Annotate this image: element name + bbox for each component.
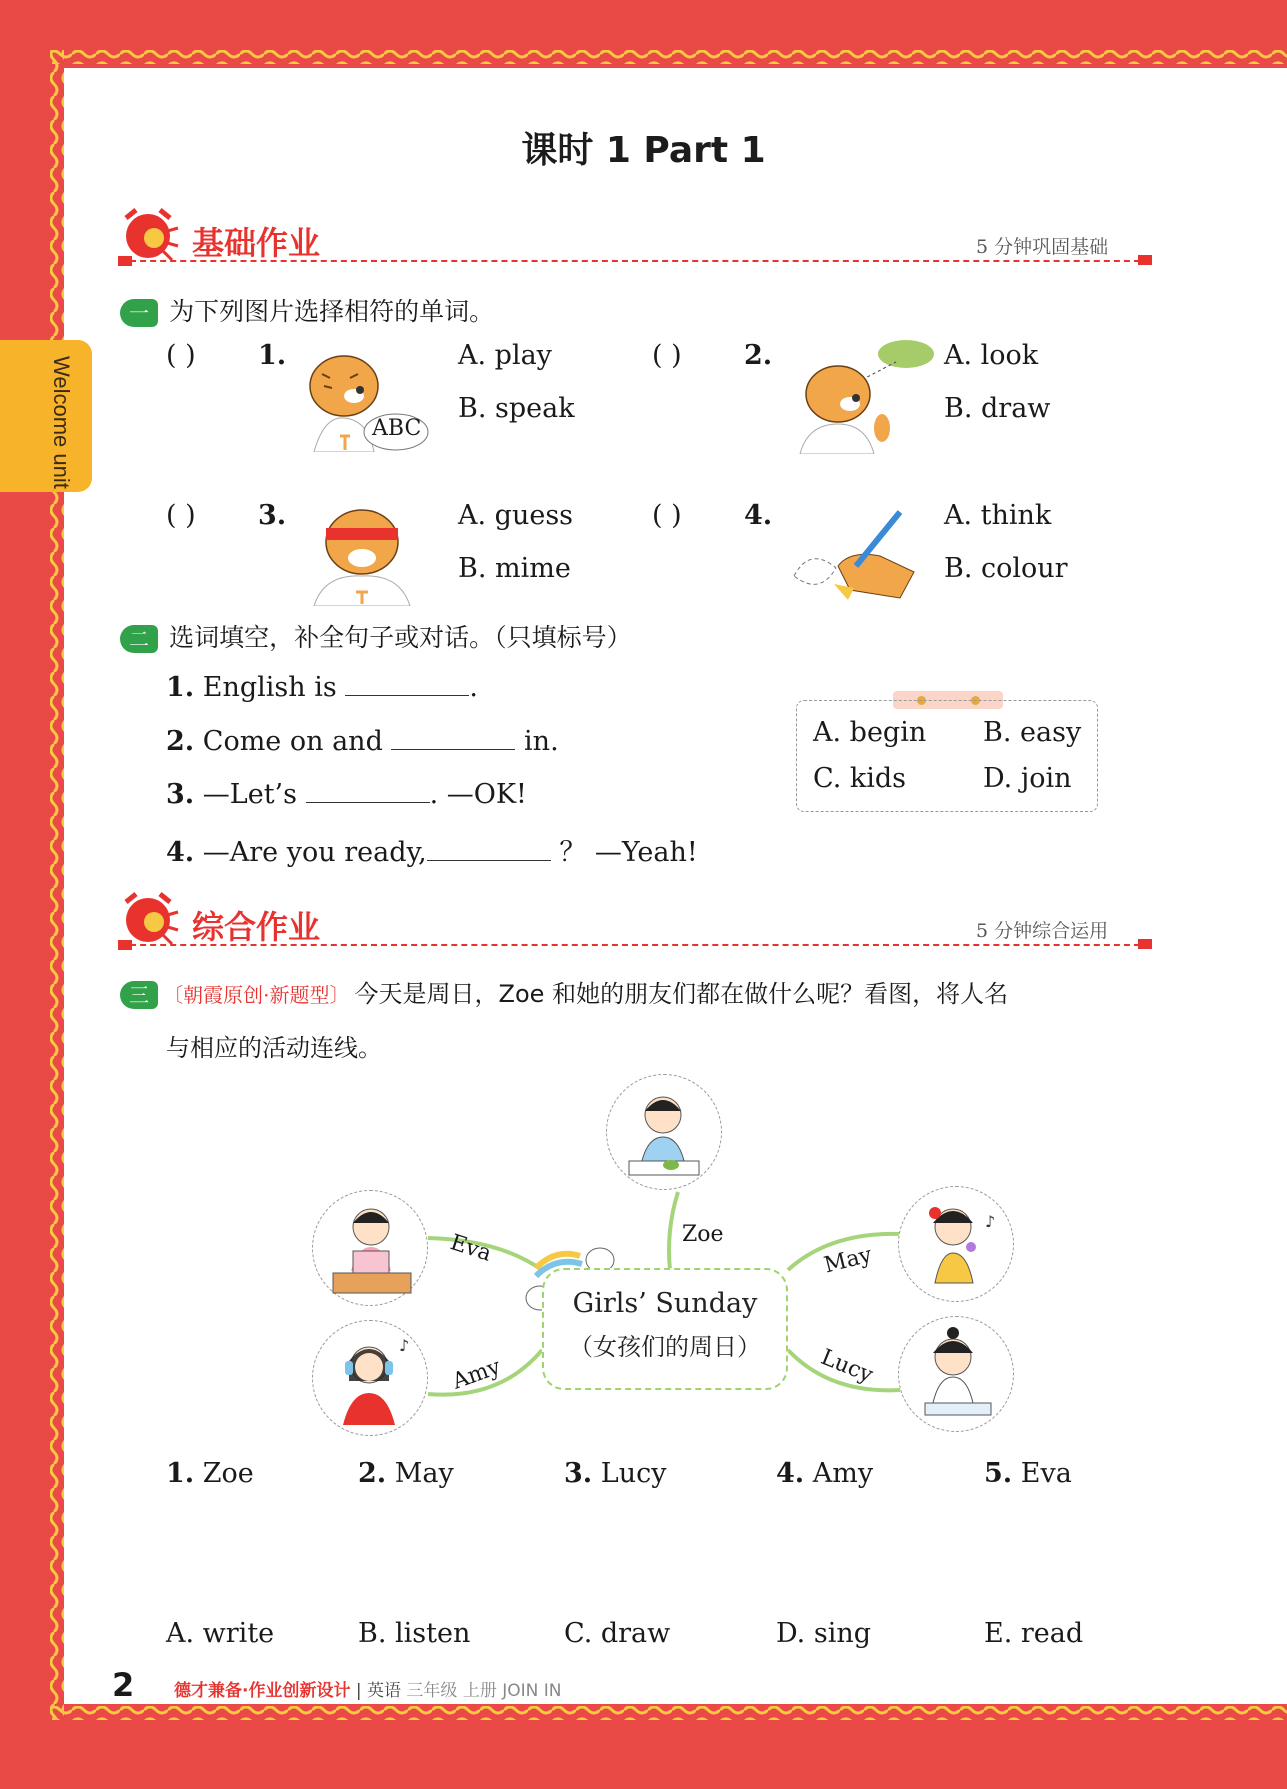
question-number: 4. bbox=[744, 500, 773, 531]
word-option: D. join bbox=[983, 763, 1072, 794]
exercise-1-header bbox=[120, 292, 494, 328]
center-title: Girls’ Sunday bbox=[572, 1288, 758, 1319]
section-comprehensive-heading: 综合作业 bbox=[192, 908, 321, 946]
fill-sentence bbox=[166, 830, 698, 869]
exercise-instruction: 今天是周日，Zoe 和她的朋友们都在做什么呢？看图，将人名 bbox=[354, 980, 1009, 1008]
girl-writing-icon bbox=[899, 1317, 1015, 1433]
center-subtitle: （女孩们的周日） bbox=[569, 1333, 761, 1361]
exercise-tag: 〔朝霞原创·新题型〕 bbox=[163, 983, 350, 1007]
branch-label-eva: Eva bbox=[447, 1230, 495, 1267]
match-activity[interactable]: C. draw bbox=[564, 1618, 671, 1649]
question-number: 2. bbox=[744, 340, 773, 371]
section-basic-heading: 基础作业 bbox=[192, 224, 321, 262]
answer-blank[interactable] bbox=[427, 835, 551, 861]
divider-end-marker bbox=[1138, 255, 1152, 265]
fill-sentence bbox=[166, 724, 559, 757]
sentence-text: in. bbox=[524, 726, 559, 757]
footer-volume: 上册 bbox=[462, 1681, 497, 1701]
footer-edition: JOIN IN bbox=[502, 1681, 562, 1701]
girl-singing-icon bbox=[899, 1187, 1015, 1303]
sentence-text: . —OK! bbox=[429, 779, 527, 810]
svg-text:♪: ♪ bbox=[399, 1336, 410, 1355]
match-name[interactable]: 1. Zoe bbox=[166, 1458, 254, 1489]
exercise-instruction: 为下列图片选择相符的单词。 bbox=[169, 297, 495, 326]
exercise-number-badge: 一 bbox=[120, 299, 158, 327]
answer-blank[interactable] bbox=[391, 724, 515, 750]
sentence-text: Come on and bbox=[202, 726, 383, 757]
girl-drawing-icon bbox=[607, 1075, 723, 1191]
sentence-number: 1. bbox=[166, 672, 195, 703]
divider-end-marker bbox=[118, 256, 132, 266]
option-a: A. guess bbox=[458, 500, 574, 531]
exercise-number-badge: 三 bbox=[120, 981, 158, 1009]
speech-bubble-text: ABC bbox=[372, 416, 422, 441]
footer-grade: 三年级 bbox=[406, 1681, 458, 1701]
match-name[interactable]: 2. May bbox=[358, 1458, 454, 1489]
girl-reading-icon bbox=[313, 1191, 429, 1307]
sentence-text: English is bbox=[202, 672, 337, 703]
unit-side-tab-label: Welcome unit bbox=[49, 356, 74, 489]
exercise-3-header bbox=[120, 974, 1008, 1009]
sentence-text: ？ —Yeah! bbox=[559, 837, 698, 868]
paw-colouring-picture bbox=[790, 506, 920, 608]
tiger-looking-picture bbox=[786, 336, 936, 454]
word-option: C. kids bbox=[813, 763, 906, 794]
lucy-writing-picture bbox=[898, 1316, 1014, 1432]
footer-book-info: 德才兼备·作业创新设计 | 英语 三年级 上册 JOIN IN bbox=[174, 1681, 562, 1701]
sentence-number: 4. bbox=[166, 837, 195, 868]
option-b: B. mime bbox=[458, 553, 571, 584]
word-option: A. begin bbox=[813, 717, 927, 748]
footer-book-title: 德才兼备·作业创新设计 bbox=[174, 1681, 351, 1701]
match-activity[interactable]: D. sing bbox=[776, 1618, 872, 1649]
exercise-instruction: 选词填空，补全句子或对话。（只填标号） bbox=[169, 623, 632, 652]
girl-listening-icon bbox=[313, 1321, 429, 1437]
sentence-number: 3. bbox=[166, 779, 195, 810]
match-name[interactable]: 5. Eva bbox=[984, 1458, 1072, 1489]
match-name[interactable]: 3. Lucy bbox=[564, 1458, 667, 1489]
exercise-instruction-cont: 与相应的活动连线。 bbox=[166, 1034, 382, 1062]
fill-sentence bbox=[166, 777, 527, 810]
question-number: 1. bbox=[258, 340, 287, 371]
answer-paren[interactable]: ( ) bbox=[652, 340, 682, 371]
branch-label-lucy: Lucy bbox=[817, 1344, 877, 1389]
page-number: 2 bbox=[112, 1666, 135, 1704]
divider-end-marker bbox=[1138, 939, 1152, 949]
tiger-blindfolded-picture bbox=[306, 500, 418, 606]
answer-paren[interactable]: ( ) bbox=[166, 340, 196, 371]
may-singing-picture bbox=[898, 1186, 1014, 1302]
section-basic-subtitle: 5 分钟巩固基础 bbox=[976, 236, 1109, 258]
unit-side-tab bbox=[0, 340, 92, 492]
zoe-drawing-picture bbox=[606, 1074, 722, 1190]
section-divider bbox=[120, 260, 1150, 262]
sentence-text: . bbox=[469, 672, 478, 703]
amy-listening-picture bbox=[312, 1320, 428, 1436]
option-a: A. play bbox=[458, 340, 552, 371]
match-name[interactable]: 4. Amy bbox=[776, 1458, 874, 1489]
word-option: B. easy bbox=[983, 717, 1082, 748]
branch-label-may: May bbox=[821, 1242, 875, 1279]
branch-label-zoe: Zoe bbox=[682, 1222, 724, 1247]
eva-reading-picture bbox=[312, 1190, 428, 1306]
divider-end-marker bbox=[118, 940, 132, 950]
option-b: B. colour bbox=[944, 553, 1068, 584]
question-number: 3. bbox=[258, 500, 287, 531]
page-title: 课时 1 Part 1 bbox=[521, 130, 766, 171]
match-activity[interactable]: B. listen bbox=[358, 1618, 471, 1649]
answer-blank[interactable] bbox=[306, 777, 430, 803]
option-b: B. speak bbox=[458, 393, 575, 424]
option-a: A. think bbox=[944, 500, 1052, 531]
sentence-text: —Are you ready, bbox=[202, 837, 427, 868]
exercise-2-header bbox=[120, 618, 632, 654]
mind-map-center bbox=[542, 1268, 788, 1390]
option-a: A. look bbox=[944, 340, 1039, 371]
sentence-number: 2. bbox=[166, 726, 195, 757]
word-choice-box bbox=[796, 700, 1098, 812]
match-activity[interactable]: E. read bbox=[984, 1618, 1084, 1649]
footer-subject: 英语 bbox=[367, 1681, 402, 1701]
svg-text:♪: ♪ bbox=[985, 1212, 996, 1231]
answer-paren[interactable]: ( ) bbox=[652, 500, 682, 531]
match-activity[interactable]: A. write bbox=[166, 1618, 275, 1649]
section-divider bbox=[120, 944, 1150, 946]
answer-paren[interactable]: ( ) bbox=[166, 500, 196, 531]
branch-label-amy: Amy bbox=[449, 1354, 504, 1395]
answer-blank[interactable] bbox=[345, 670, 469, 696]
exercise-number-badge: 二 bbox=[120, 625, 158, 653]
section-comprehensive-subtitle: 5 分钟综合运用 bbox=[976, 920, 1109, 942]
option-b: B. draw bbox=[944, 393, 1051, 424]
sentence-text: —Let’s bbox=[202, 779, 297, 810]
fill-sentence bbox=[166, 670, 478, 703]
